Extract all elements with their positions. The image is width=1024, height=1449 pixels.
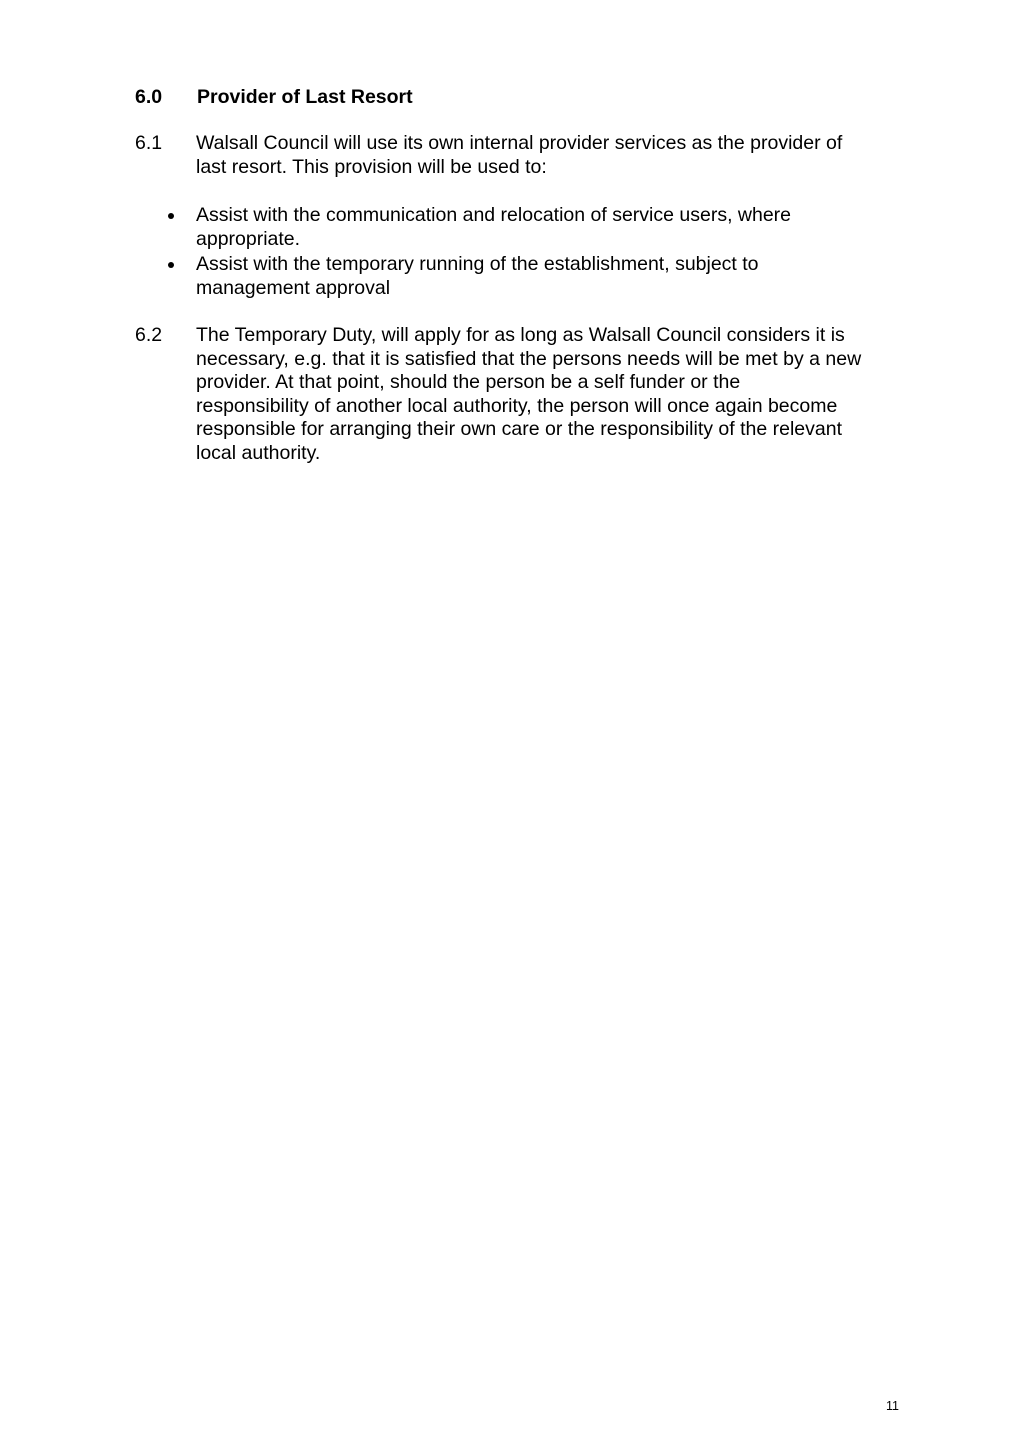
paragraph-6-1 (135, 132, 925, 179)
paragraph-6-2 (135, 324, 925, 466)
paragraph-text (196, 132, 925, 179)
list-item-line: appropriate. (196, 227, 301, 250)
bullet-icon (168, 262, 174, 268)
bullet-list (165, 204, 905, 302)
paragraph-line: necessary, e.g. that it is satisfied that the persons needs will be met by a new (196, 347, 862, 370)
paragraph-line: The Temporary Duty, will apply for as long as Walsall Council considers it is (196, 324, 845, 346)
section-number: 6.0 (135, 86, 163, 108)
list-item-line: Assist with the temporary running of the establishment, subject to (196, 253, 759, 276)
paragraph-line: Walsall Council will use its own internal provider services as the provider of (196, 132, 843, 154)
bullet-icon (168, 213, 174, 219)
section-heading (135, 85, 413, 109)
paragraph-text (196, 324, 925, 466)
paragraph-number: 6.1 (135, 132, 163, 154)
paragraph-line: local authority. (196, 441, 321, 464)
list-item (165, 253, 905, 300)
paragraph-line: responsible for arranging their own care or the responsibility of the relevant (196, 418, 843, 441)
list-item-line: management approval (196, 276, 391, 299)
section-title: Provider of Last Resort (197, 86, 413, 108)
paragraph-line: last resort. This provision will be used to: (196, 155, 547, 178)
paragraph-line: responsibility of another local authority, the person will once again become (196, 394, 838, 417)
paragraph-line: provider. At that point, should the person be a self funder or the (196, 371, 741, 394)
list-item-line: Assist with the communication and relocation of service users, where (196, 204, 792, 226)
page-number: 11 (886, 1399, 899, 1413)
list-item (165, 204, 905, 251)
paragraph-number: 6.2 (135, 324, 163, 346)
